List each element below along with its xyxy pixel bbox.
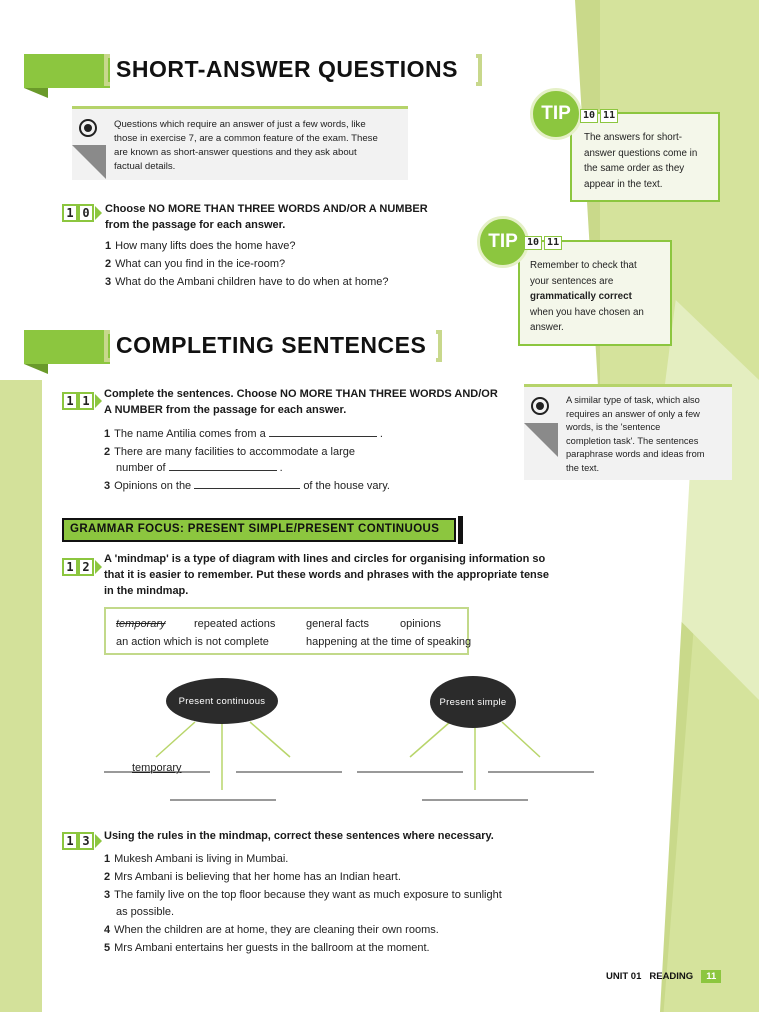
sentence-item: 3 The family live on the top floor because they want as much exposure to sunlight	[104, 889, 502, 901]
sentence-item-continued: as possible.	[116, 906, 175, 918]
word-bank-item: happening at the time of speaking	[306, 636, 472, 648]
section-header-short-answer	[24, 54, 504, 98]
exercise-number-12: 1 2	[62, 558, 102, 576]
footer-section: READING	[649, 971, 694, 982]
section-title: COMPLETING SENTENCES	[116, 332, 427, 358]
oval-present-continuous: Present continuous	[166, 678, 278, 724]
answer-blank[interactable]	[169, 461, 277, 471]
page-number: 11	[701, 970, 721, 983]
tip-text: The answers for short- answer questions come in the same order as they appear in the text.	[584, 132, 698, 190]
section-title: SHORT-ANSWER QUESTIONS	[116, 56, 458, 82]
word-bank-item: temporary	[116, 618, 166, 630]
grammar-focus-bar	[62, 518, 456, 542]
tip-box	[570, 112, 720, 202]
sentence-item: 1 The name Antilia comes from a .	[104, 428, 383, 440]
sentence-item: 2 There are many facilities to accommodate a large	[104, 446, 356, 458]
exercise-number-11: 1 1	[62, 392, 102, 410]
sentence-item-continued: number of .	[116, 462, 283, 474]
sentence-item: 1 Mukesh Ambani is living in Mumbai.	[104, 853, 289, 865]
section-tab	[24, 330, 110, 364]
oval-present-simple: Present simple	[430, 676, 516, 728]
tip-text: Remember to check that your sentences are grammatically correct when you have chosen an answer.	[530, 260, 644, 333]
info-box	[524, 384, 732, 480]
page-footer	[606, 970, 721, 983]
tip-exercise-numbers: 10 11	[524, 236, 562, 250]
sentence-item: 4 When the children are at home, they are cleaning their own rooms.	[104, 924, 439, 936]
target-icon	[531, 397, 549, 415]
info-box	[72, 106, 408, 180]
target-icon	[79, 119, 97, 137]
section-header-completing-sentences	[24, 330, 464, 374]
question-item: 3 What do the Ambani children have to do when at home?	[105, 276, 389, 288]
word-bank-item: general facts	[306, 618, 369, 630]
word-bank	[104, 607, 472, 655]
tip-box	[518, 240, 672, 346]
word-bank-item: repeated actions	[194, 618, 276, 630]
word-bank-item: opinions	[400, 618, 441, 630]
section-tab	[24, 54, 110, 88]
tip-badge: TIP	[477, 216, 529, 268]
tip-exercise-numbers: 10 11	[580, 109, 618, 123]
answer-blank[interactable]	[269, 427, 377, 437]
tip-badge: TIP	[530, 88, 582, 140]
exercise-number-13: 1 3	[62, 832, 102, 850]
fold-icon	[72, 145, 106, 179]
sentence-item: 2 Mrs Ambani is believing that her home has an Indian heart.	[104, 871, 401, 883]
sentence-item: 3 Opinions on the of the house vary.	[104, 480, 390, 492]
info-text: A similar type of task, which also requires an answer of only a few words, is the 'sentence completion task'. The sentences paraphrase words and ideas from the text.	[566, 395, 705, 473]
bg-shard	[0, 380, 42, 1012]
info-text: Questions which require an answer of just a few words, like those in exercise 7, are a common feature of the exam. These are known as short-answer questions and they ask about factual details.	[114, 119, 378, 172]
exercise-instruction: Using the rules in the mindmap, correct these sentences where necessary.	[104, 830, 494, 842]
fold-icon	[524, 423, 558, 457]
exercise-number-10: 1 0	[62, 204, 102, 222]
word-bank-item: an action which is not complete	[116, 636, 269, 648]
footer-unit: UNIT 01	[606, 971, 642, 982]
sentence-item: 5 Mrs Ambani entertains her guests in the ballroom at the moment.	[104, 942, 430, 954]
question-item: 2 What can you find in the ice-room?	[105, 258, 286, 270]
exercise-instruction: Choose NO MORE THAN THREE WORDS AND/OR A NUMBER from the passage for each answer.	[105, 203, 428, 231]
grammar-focus-title: GRAMMAR FOCUS: PRESENT SIMPLE/PRESENT CONTINUOUS	[70, 523, 440, 535]
example-answer: temporary	[132, 762, 182, 774]
exercise-instruction: Complete the sentences. Choose NO MORE THAN THREE WORDS AND/OR A NUMBER from the passage for each answer.	[104, 388, 498, 416]
exercise-instruction: A 'mindmap' is a type of diagram with lines and circles for organising information so that it is easier to remember. Put these words and phrases with the appropriate tense in the mindmap.	[104, 553, 550, 597]
answer-blank[interactable]	[194, 479, 300, 489]
question-item: 1 How many lifts does the home have?	[105, 240, 296, 252]
